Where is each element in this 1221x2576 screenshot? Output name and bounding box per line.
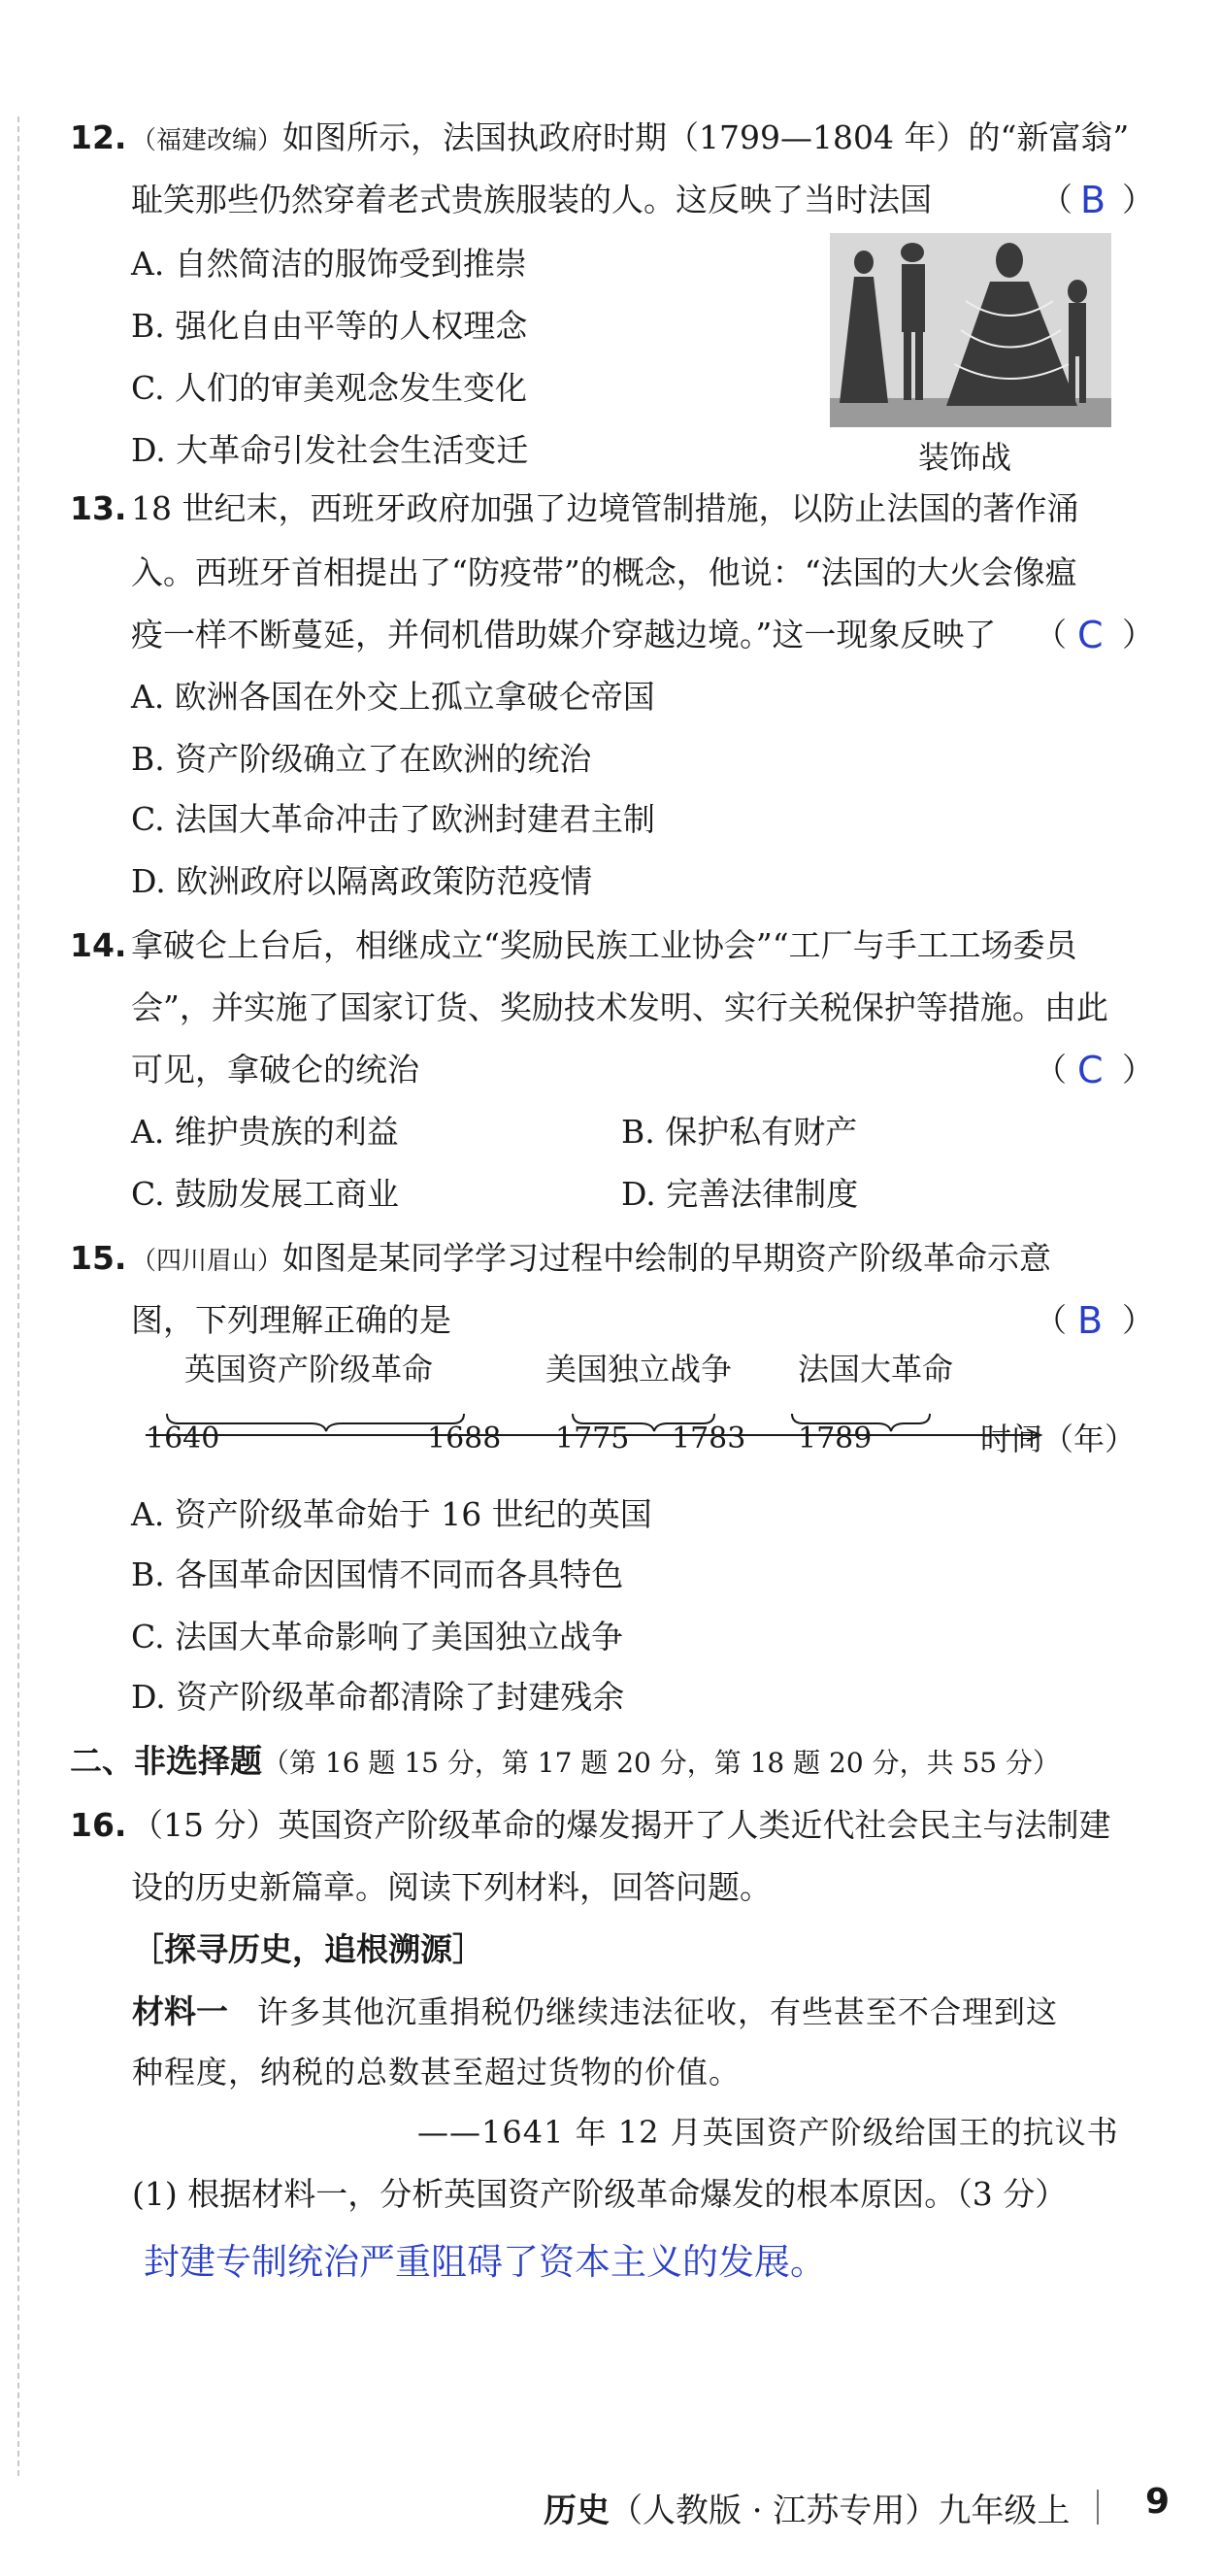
q15-option-b: B. 各国革命因国情不同而各具特色 — [131, 1556, 624, 1593]
q15-answer-paren-right: ） — [1122, 1301, 1154, 1339]
q16-sub-question-1: (1) 根据材料一，分析英国资产阶级革命爆发的根本原因。（3 分） — [132, 2175, 1068, 2213]
q12-answer-paren-right: ） — [1122, 181, 1154, 218]
q12-answer: B — [1080, 179, 1106, 221]
q12-line1 — [131, 117, 1129, 162]
q14-number: 14. — [70, 926, 127, 964]
timeline-label-french-revolution: 法国大革命 — [798, 1351, 954, 1388]
q16-number: 16. — [70, 1806, 127, 1844]
q15-option-c: C. 法国大革命影响了美国独立战争 — [131, 1618, 624, 1656]
section-2-detail: （第 16 题 15 分，第 17 题 20 分，第 18 题 20 分，共 55 分） — [262, 1747, 1061, 1779]
footer-edition: （人教版 · 江苏专用）九年级上 — [610, 2492, 1071, 2530]
q14-answer-paren-left: （ — [1035, 1051, 1067, 1088]
q14-line2: 会”，并实施了国家订货、奖励技术发明、实行关税保护等措施。由此 — [131, 988, 1108, 1026]
q16-line2: 设的历史新篇章。阅读下列材料，回答问题。 — [131, 1868, 772, 1906]
timeline-axis-label: 时间（年） — [980, 1421, 1137, 1457]
q12-option-d: D. 大革命引发社会生活变迁 — [131, 431, 529, 469]
q13-answer-paren-left: （ — [1035, 616, 1067, 653]
year-1640: 1640 — [146, 1422, 220, 1455]
q12-number: 12. — [70, 118, 127, 156]
q15-line2: 图，下列理解正确的是 — [131, 1301, 451, 1339]
footer-subject: 历史 — [544, 2492, 610, 2530]
section-2-heading — [70, 1740, 1060, 1785]
q12-text1: 如图所示，法国执政府时期（1799—1804 年）的“新富翁” — [282, 118, 1130, 156]
q16-bracket-title: ［探寻历史，追根溯源］ — [132, 1930, 484, 1968]
q12-option-b: B. 强化自由平等的人权理念 — [131, 307, 528, 345]
q15-line1 — [131, 1237, 1051, 1283]
q12-source: （福建改编） — [131, 126, 283, 155]
q12-answer-paren-left: （ — [1040, 181, 1072, 218]
q14-option-c: C. 鼓励发展工商业 — [131, 1175, 400, 1213]
q13-option-c: C. 法国大革命冲击了欧洲封建君主制 — [131, 800, 656, 838]
page-number: 9 — [1145, 2482, 1171, 2522]
q16-material-source: ——1641 年 12 月英国资产阶级给国王的抗议书 — [417, 2114, 1119, 2151]
q16-material-line2: 种程度，纳税的总数甚至超过货物的价值。 — [132, 2054, 742, 2091]
q12-illustration — [830, 233, 1111, 427]
q15-text1: 如图是某同学学习过程中绘制的早期资产阶级革命示意 — [282, 1239, 1052, 1277]
q13-answer-paren-right: ） — [1122, 616, 1154, 653]
year-1775: 1775 — [555, 1422, 630, 1455]
q13-line1: 18 世纪末，西班牙政府加强了边境管制措施，以防止法国的著作涌 — [131, 489, 1079, 527]
q15-answer-paren-left: （ — [1035, 1301, 1067, 1339]
timeline-label-american-war: 美国独立战争 — [545, 1351, 733, 1388]
q14-line3: 可见，拿破仑的统治 — [131, 1051, 419, 1088]
q15-source: （四川眉山） — [131, 1247, 283, 1276]
q13-number: 13. — [70, 489, 127, 527]
section-2-title: 二、非选择题 — [70, 1742, 262, 1780]
q14-option-b: B. 保护私有财产 — [621, 1113, 858, 1151]
q15-answer: B — [1077, 1299, 1104, 1342]
q13-line3: 疫一样不断蔓延，并伺机借助媒介穿越边境。”这一现象反映了 — [131, 616, 997, 653]
q15-option-d: D. 资产阶级革命都清除了封建残余 — [131, 1678, 625, 1716]
q13-option-d: D. 欧洲政府以隔离政策防范疫情 — [131, 862, 593, 900]
q16-line1: （15 分）英国资产阶级革命的爆发揭开了人类近代社会民主与法制建 — [131, 1806, 1111, 1844]
q13-answer: C — [1077, 614, 1104, 656]
q16-material-label: 材料一 — [132, 1992, 228, 2030]
q13-option-a: A. 欧洲各国在外交上孤立拿破仑帝国 — [131, 678, 655, 716]
q16-material-text1: 许多其他沉重捐税仍继续违法征收，有些甚至不合理到这 — [257, 1993, 1059, 2030]
timeline-label-english-revolution: 英国资产阶级革命 — [184, 1351, 434, 1388]
q15-number: 15. — [70, 1239, 127, 1277]
q14-answer-paren-right: ） — [1122, 1051, 1154, 1088]
margin-dashed-line — [17, 117, 19, 2476]
q14-line1: 拿破仑上台后，相继成立“奖励民族工业协会”“工厂与手工工场委员 — [131, 926, 1077, 964]
q16-material-line1 — [132, 1991, 1058, 2033]
footer-separator — [1097, 2490, 1099, 2525]
year-1783: 1783 — [672, 1422, 746, 1455]
q14-option-a: A. 维护贵族的利益 — [131, 1113, 399, 1151]
footer-label — [544, 2484, 1070, 2531]
year-1688: 1688 — [427, 1422, 502, 1455]
q12-option-a: A. 自然简洁的服饰受到推崇 — [131, 245, 527, 283]
q13-line2: 入。西班牙首相提出了“防疫带”的概念，他说：“法国的大火会像瘟 — [131, 553, 1077, 591]
q12-line2: 耻笑那些仍然穿着老式贵族服装的人。这反映了当时法国 — [131, 181, 932, 218]
q12-image-caption: 装饰战 — [918, 439, 1012, 476]
year-1789: 1789 — [798, 1422, 873, 1455]
q12-option-c: C. 人们的审美观念发生变化 — [131, 369, 528, 407]
q14-option-d: D. 完善法律制度 — [621, 1175, 859, 1213]
q13-option-b: B. 资产阶级确立了在欧洲的统治 — [131, 740, 592, 778]
q15-option-a: A. 资产阶级革命始于 16 世纪的英国 — [131, 1495, 652, 1533]
q14-answer: C — [1077, 1049, 1104, 1091]
q16-answer-1: 封建专制统治严重阻碍了资本主义的发展。 — [144, 2241, 826, 2283]
